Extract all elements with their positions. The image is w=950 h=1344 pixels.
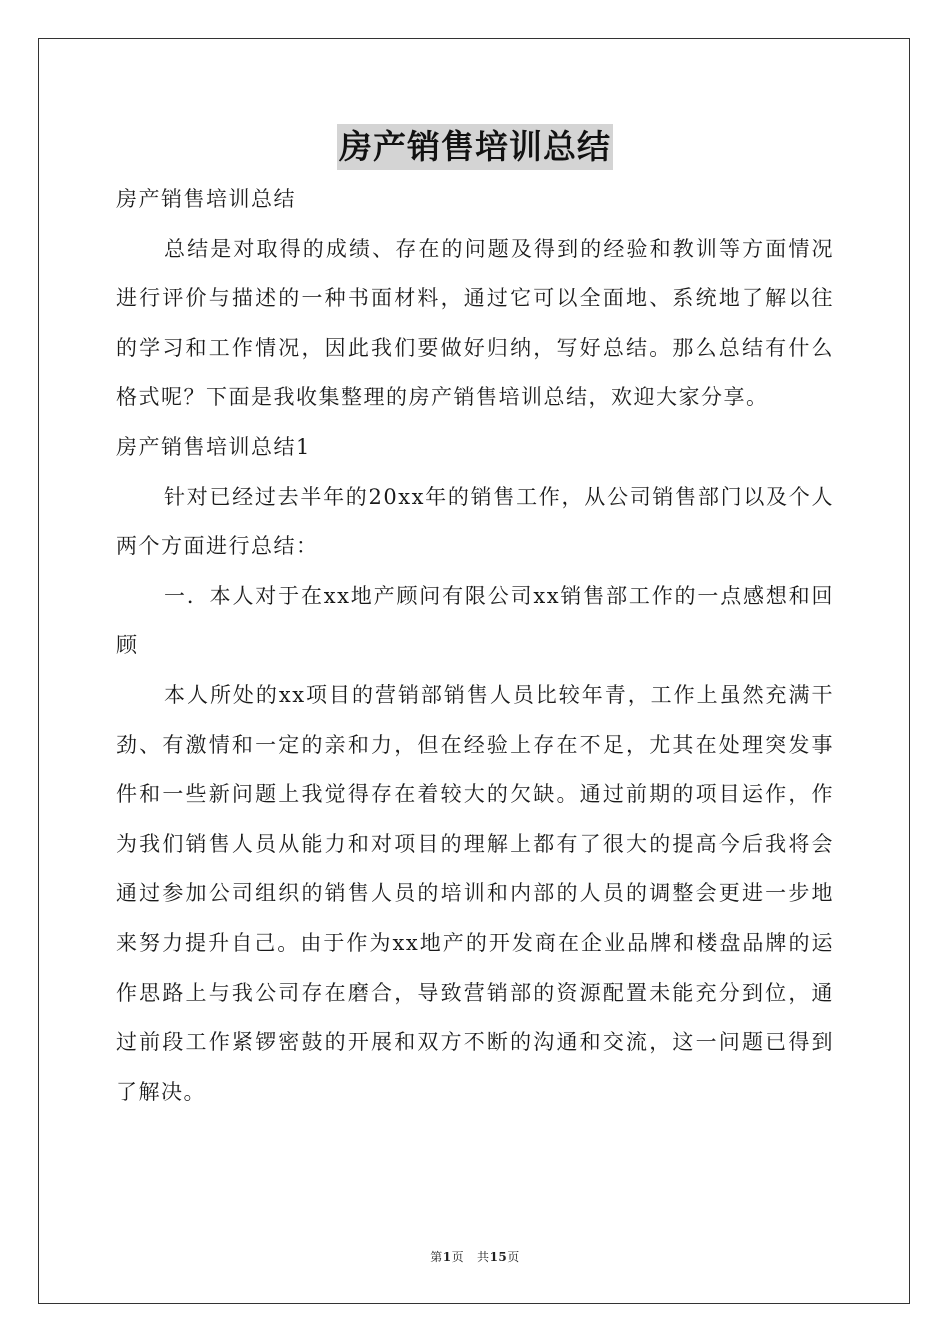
document-body: [116, 175, 834, 1117]
footer-total-prefix: 共: [477, 1250, 490, 1264]
document-title: 房产销售培训总结: [337, 124, 613, 170]
paragraph-intro: 总结是对取得的成绩、存在的问题及得到的经验和教训等方面情况进行评价与描述的一种书面材料，通过它可以全面地、系统地了解以往的学习和工作情况，因此我们要做好归纳，写好总结。那么总结有什么格式呢？下面是我收集整理的房产销售培训总结，欢迎大家分享。: [116, 236, 834, 410]
paragraph-subtitle: 房产销售培训总结: [116, 187, 296, 211]
footer-page-number: 1: [442, 1250, 452, 1264]
paragraph-overview: 针对已经过去半年的20xx年的销售工作，从公司销售部门以及个人两个方面进行总结：: [116, 484, 834, 559]
footer-total-suffix: 页: [507, 1250, 520, 1264]
footer-prefix: 第: [430, 1250, 443, 1264]
title-wrap: [0, 124, 950, 170]
page-footer: [0, 1248, 950, 1265]
paragraph-point-one: 一．本人对于在xx地产顾问有限公司xx销售部工作的一点感想和回顾: [116, 583, 834, 658]
paragraph-section-heading: 房产销售培训总结1: [116, 434, 311, 459]
footer-page-suffix: 页: [451, 1250, 465, 1264]
footer-total-pages: 15: [489, 1250, 508, 1264]
paragraph-body: 本人所处的xx项目的营销部销售人员比较年青，工作上虽然充满干劲、有激情和一定的亲和力，但在经验上存在不足，尤其在处理突发事件和一些新问题上我觉得存在着较大的欠缺。通过前期的项目运作，作为我们销售人员从能力和对项目的理解上都有了很大的提高今后我将会通过参加公司组织的销售人员的培训和内部的人员的调整会更进一步地来努力提升自己。由于作为xx地产的开发商在企业品牌和楼盘品牌的运作思路上与我公司存在磨合，导致营销部的资源配置未能充分到位，通过前段工作紧锣密鼓的开展和双方不断的沟通和交流，这一问题已得到了解决。: [116, 682, 834, 1104]
